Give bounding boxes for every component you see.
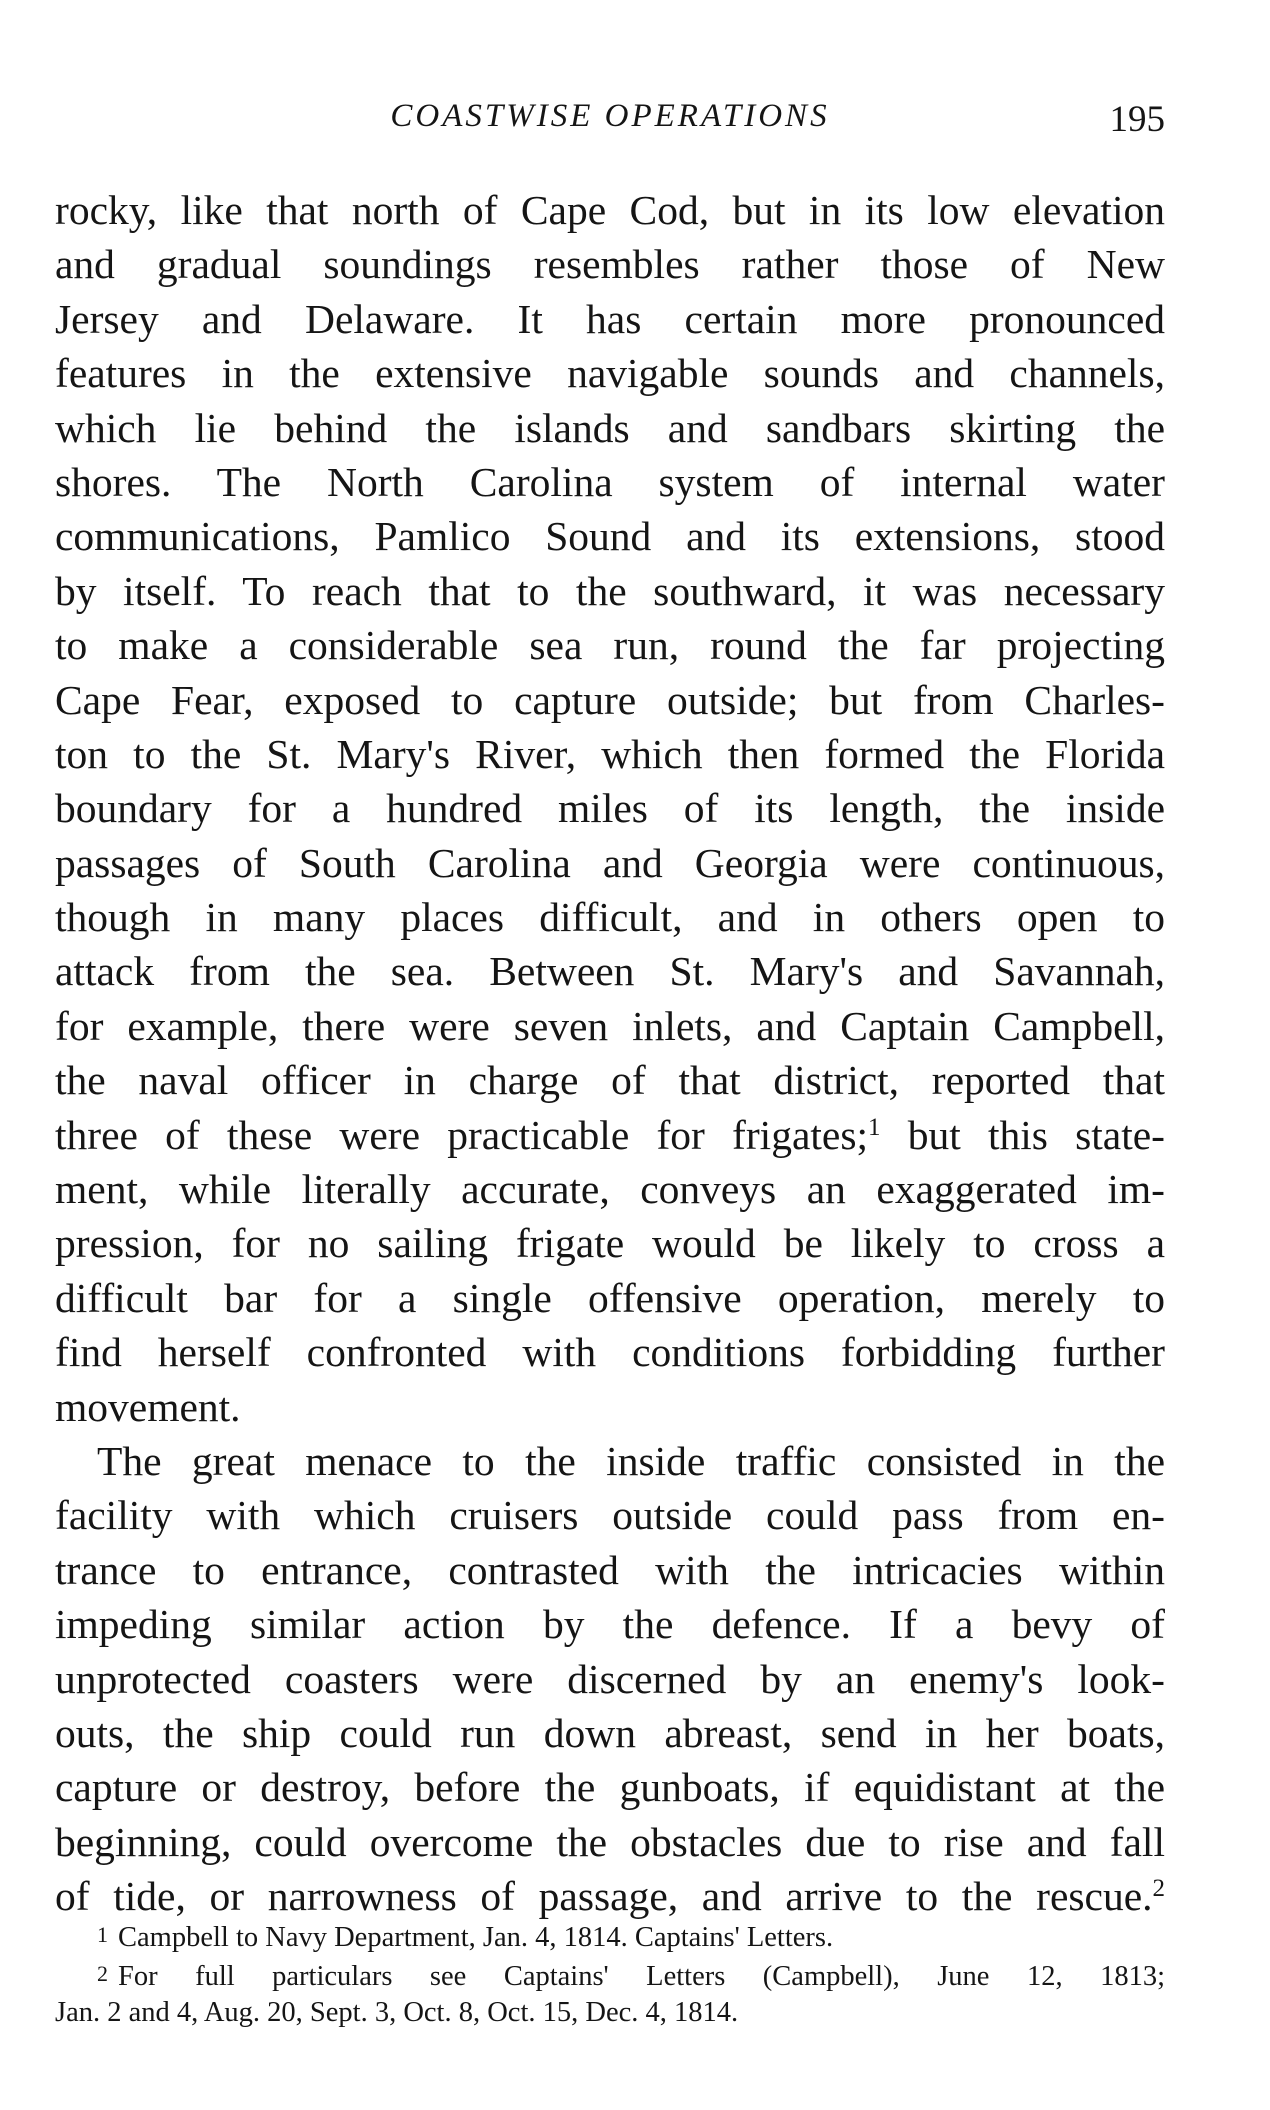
text-line: ment, while literally accurate, conveys an exaggerated im-: [55, 1166, 1165, 1213]
footnote-text: For full particulars see Captains' Letters (Campbell), June 12, 1813;: [118, 1961, 1165, 1992]
text-line: Cape Fear, exposed to capture outside; but from Charles-: [55, 676, 1165, 723]
footnotes: [55, 1915, 1165, 2032]
text-line: features in the extensive navigable sounds and channels,: [55, 350, 1165, 397]
body-text: [55, 183, 1165, 1924]
text-line: beginning, could overcome the obstacles due to rise and fall: [55, 1818, 1165, 1865]
text-line: difficult bar for a single offensive operation, merely to: [55, 1274, 1165, 1321]
paragraph-2: [55, 1434, 1165, 1924]
footnote-ref-1[interactable]: 1: [868, 1113, 881, 1141]
running-title: COASTWISE OPERATIONS: [390, 98, 830, 134]
text-line: ton to the St. Mary's River, which then formed the Florida: [55, 730, 1165, 777]
text-line: passages of South Carolina and Georgia were continuous,: [55, 839, 1165, 886]
text-line: attack from the sea. Between St. Mary's and Savannah,: [55, 948, 1165, 995]
footnote-ref-2[interactable]: 2: [1152, 1875, 1165, 1903]
text-line: the naval officer in charge of that district, reported that: [55, 1057, 1165, 1104]
text-line: unprotected coasters were discerned by an enemy's look-: [55, 1655, 1165, 1702]
text-line: to make a considerable sea run, round the far projecting: [55, 622, 1165, 669]
page-header: [55, 92, 1165, 152]
page-number: 195: [1109, 99, 1165, 140]
text-line: impeding similar action by the defence. If a bevy of: [55, 1601, 1165, 1648]
text-line-with-footnote-ref: [55, 1108, 1165, 1162]
paragraph-1: [55, 183, 1165, 1434]
text-line: and gradual soundings resembles rather those of New: [55, 241, 1165, 288]
text-line: movement.: [55, 1383, 241, 1430]
text-line: by itself. To reach that to the southward, it was necessary: [55, 567, 1165, 614]
text-line: communications, Pamlico Sound and its extensions, stood: [55, 513, 1165, 560]
text-line: shores. The North Carolina system of internal water: [55, 458, 1165, 505]
footnote-1: [55, 1915, 1165, 1954]
text-line: capture or destroy, before the gunboats, if equidistant at the: [55, 1764, 1165, 1811]
text-line: find herself confronted with conditions forbidding further: [55, 1329, 1165, 1376]
footnote-2: [55, 1954, 1165, 1993]
text-line: pression, for no sailing frigate would be likely to cross a: [55, 1220, 1165, 1267]
text-line: trance to entrance, contrasted with the intricacies within: [55, 1546, 1165, 1593]
text-line: though in many places difficult, and in others open to: [55, 894, 1165, 941]
footnote-number: 1: [97, 1922, 108, 1947]
text-line: outs, the ship could run down abreast, send in her boats,: [55, 1709, 1165, 1756]
text-line: facility with which cruisers outside could pass from en-: [55, 1492, 1165, 1539]
text-line: rocky, like that north of Cape Cod, but in its low elevation: [55, 187, 1165, 233]
text-line: Jersey and Delaware. It has certain more pronounced: [55, 295, 1165, 342]
footnote-number: 2: [97, 1961, 108, 1986]
text-line: boundary for a hundred miles of its length, the inside: [55, 785, 1165, 832]
text-line: The great menace to the inside traffic consisted in the: [97, 1437, 1165, 1484]
text-line: for example, there were seven inlets, and Captain Campbell,: [55, 1002, 1165, 1049]
text-line: which lie behind the islands and sandbars skirting the: [55, 404, 1165, 451]
text-line-start: of tide, or narrowness of passage, and arrive to the rescue.: [55, 1873, 1153, 1920]
text-line-start: three of these were practicable for frigates;: [55, 1111, 869, 1158]
footnote-2-continuation: Jan. 2 and 4, Aug. 20, Sept. 3, Oct. 8, Oct. 15, Dec. 4, 1814.: [55, 1997, 739, 2028]
text-line-end: but this state-: [880, 1111, 1165, 1158]
footnote-text: Campbell to Navy Department, Jan. 4, 1814. Captains' Letters.: [118, 1922, 834, 1953]
